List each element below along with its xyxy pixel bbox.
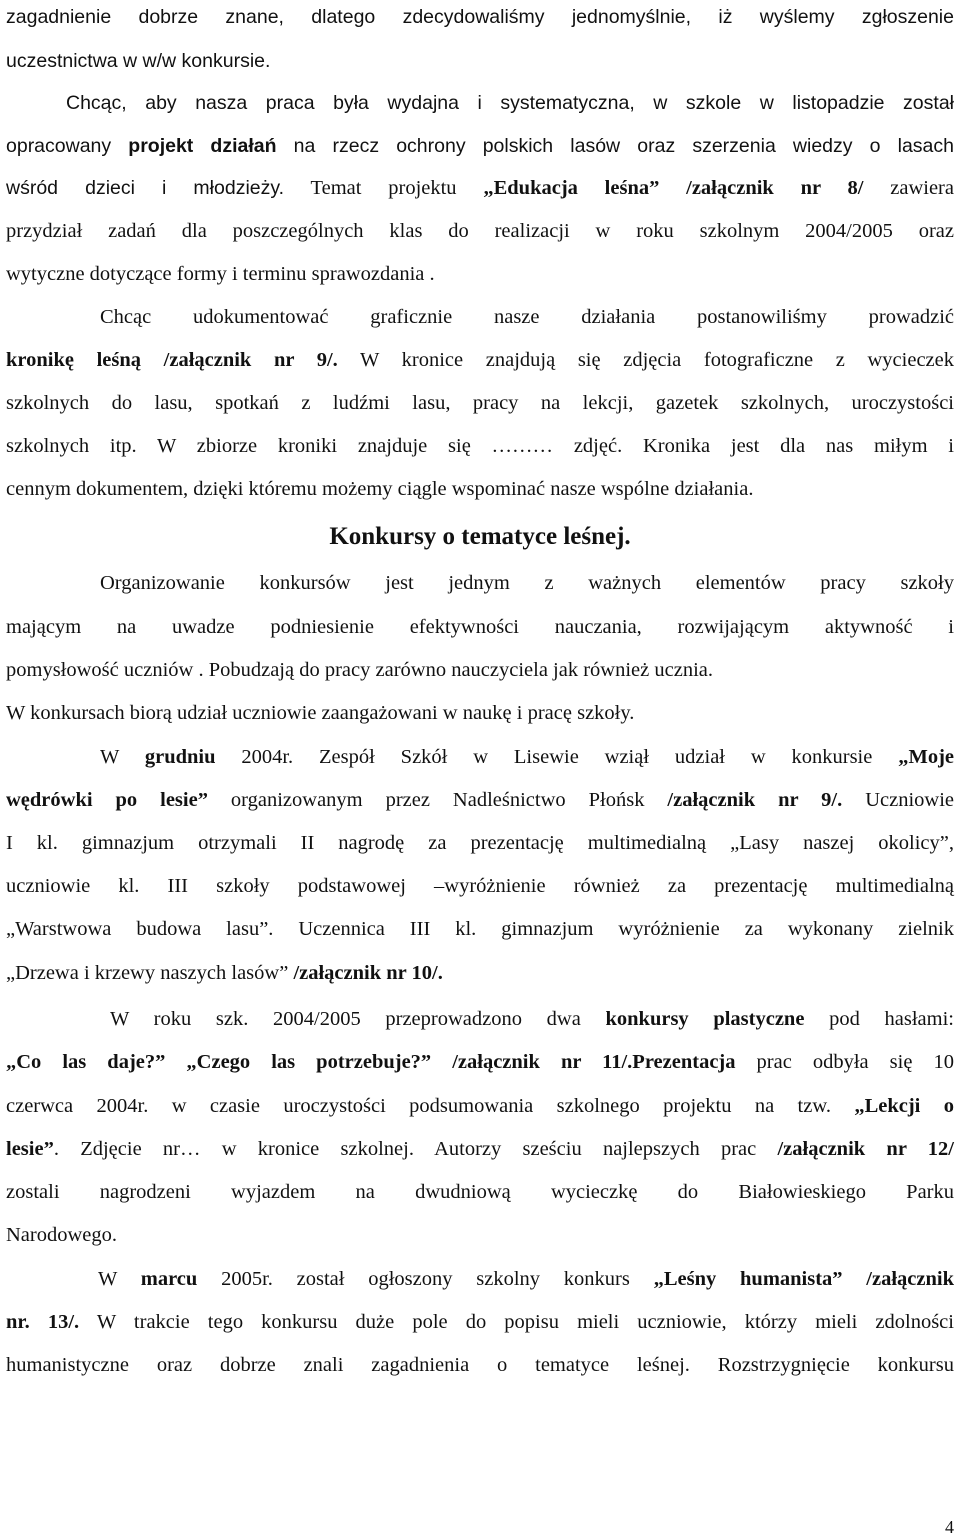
text-span: przydział zadań dla poszczególnych klas do realizacji w roku szkolnym 2004/2005 oraz (6, 220, 954, 242)
text-line (6, 1350, 954, 1380)
text-line (6, 958, 954, 988)
bold-text: /załącznik nr 10/. (293, 962, 443, 984)
text-span: Uczniowie (842, 789, 955, 811)
bold-text: „Co las daje?” „Czego las potrzebuje?” /załącznik nr 11/.Prezentacja (6, 1051, 736, 1073)
text-span: Narodowego. (6, 1224, 118, 1246)
bold-text: „Edukacja leśna” /załącznik nr 8/ (483, 177, 864, 199)
text-span: na rzecz ochrony polskich lasów oraz szerzenia wiedzy o lasach (276, 135, 954, 157)
bold-text: /załącznik nr 9/. (667, 789, 843, 811)
text-span: cennym dokumentem, dzięki któremu możemy ciągle wspominać nasze wspólne działania. (6, 478, 754, 500)
text-line (6, 173, 954, 203)
bold-text: konkursy plastyczne (605, 1008, 805, 1030)
text-line (6, 2, 954, 32)
text-line (6, 1220, 954, 1250)
text-line (6, 131, 954, 161)
text-line (6, 259, 954, 289)
text-span: mającym na uwadze podniesienie efektywności nauczania, rozwijającym aktywność i (6, 616, 954, 638)
bold-text: wędrówki po lesie” (6, 789, 208, 811)
text-span: prac odbyła się 10 (735, 1051, 954, 1073)
bold-text: lesie” (6, 1138, 54, 1160)
text-line (6, 1307, 954, 1337)
text-span: humanistyczne oraz dobrze znali zagadnienia o tematyce leśnej. Rozstrzygnięcie konkursu (6, 1354, 954, 1376)
page-number: 4 (945, 1517, 954, 1537)
text-line (6, 302, 954, 332)
bold-text: marcu (140, 1268, 198, 1290)
text-span: W kronice znajdują się zdjęcia fotograficzne z wycieczek (337, 349, 954, 371)
text-line (6, 1134, 954, 1164)
text-line (6, 1264, 954, 1294)
bold-text: /załącznik nr 12/ (777, 1138, 954, 1160)
text-span: . Zdjęcie nr… w kronice szkolnej. Autorzy sześciu najlepszych prac (53, 1138, 778, 1160)
text-span: zostali nagrodzeni wyjazdem na dwudniową wycieczkę do Białowieskiego Parku (6, 1181, 954, 1203)
section-heading: Konkursy o tematyce leśnej. (329, 523, 631, 550)
text-line (6, 1177, 954, 1207)
text-line (6, 612, 954, 642)
bold-text: nr. 13/. (6, 1311, 80, 1333)
bold-text: kronikę leśną /załącznik nr 9/. (6, 349, 338, 371)
text-line (6, 216, 954, 246)
text-line (6, 828, 954, 858)
text-span: szkolnych do lasu, spotkań z ludźmi lasu, pracy na lekcji, gazetek szkolnych, uroczystości (6, 392, 954, 414)
text-line (6, 655, 954, 685)
text-line (6, 431, 954, 461)
text-line (6, 345, 954, 375)
text-line (6, 698, 954, 728)
text-span: zagadnienie dobrze znane, dlatego zdecydowaliśmy jednomyślnie, iż wyślemy zgłoszenie (6, 6, 954, 28)
text-line (6, 474, 954, 504)
text-line (6, 388, 954, 418)
text-line (6, 1091, 954, 1121)
bold-text: grudniu (144, 746, 216, 768)
text-line (6, 871, 954, 901)
text-span: „Warstwowa budowa lasu”. Uczennica III kl. gimnazjum wyróżnienie za wykonany zielnik (6, 918, 954, 940)
text-span: pod hasłami: (804, 1008, 954, 1030)
bold-text: projekt działań (128, 135, 277, 157)
text-span: W (98, 1268, 141, 1290)
text-span: W roku szk. 2004/2005 przeprowadzono dwa (110, 1008, 606, 1030)
text-span: uczestnictwa w w/w konkursie. (6, 50, 271, 72)
text-span: Chcąc udokumentować graficznie nasze działania postanowiliśmy prowadzić (100, 306, 954, 328)
text-line (6, 785, 954, 815)
text-span: Temat projektu (284, 177, 484, 199)
text-span: W konkursach biorą udział uczniowie zaangażowani w naukę i pracę szkoły. (6, 702, 635, 724)
text-span: wytyczne dotyczące formy i terminu sprawozdania . (6, 263, 435, 285)
text-line (6, 568, 954, 598)
text-span: I kl. gimnazjum otrzymali II nagrodę za prezentację multimedialną „Lasy naszej okolicy”, (6, 832, 954, 854)
text-span: W trakcie tego konkursu duże pole do popisu mieli uczniowie, którzy mieli zdolności (79, 1311, 954, 1333)
text-span: opracowany (6, 135, 129, 157)
text-span: „Drzewa i krzewy naszych lasów” (6, 962, 294, 984)
bold-text: „Moje (898, 746, 954, 768)
bold-text: „Leśny humanista” /załącznik (653, 1268, 954, 1290)
text-span: uczniowie kl. III szkoły podstawowej –wyróżnienie również za prezentację multimedialną (6, 875, 954, 897)
text-span: 2005r. został ogłoszony szkolny konkurs (197, 1268, 654, 1290)
text-span: pomysłowość uczniów . Pobudzają do pracy zarówno nauczyciela jak również ucznia. (6, 659, 713, 681)
text-line (6, 46, 954, 76)
text-span: organizowanym przez Nadleśnictwo Płońsk (207, 789, 668, 811)
text-span: 2004r. Zespół Szkół w Lisewie wziął udział w konkursie (215, 746, 899, 768)
text-line (6, 742, 954, 772)
text-line (6, 1047, 954, 1077)
text-span: Chcąc, aby nasza praca była wydajna i systematyczna, w szkole w listopadzie został (66, 92, 954, 114)
text-span: szkolnych itp. W zbiorze kroniki znajduje się ……… zdjęć. Kronika jest dla nas miłym i (6, 435, 954, 457)
text-span: czerwca 2004r. w czasie uroczystości podsumowania szkolnego projektu na tzw. (6, 1095, 855, 1117)
text-span: wśród dzieci i młodzieży. (6, 177, 285, 199)
text-line (6, 88, 954, 118)
text-span: zawiera (863, 177, 954, 199)
text-line (6, 914, 954, 944)
text-line (6, 1004, 954, 1034)
text-span: W (100, 746, 145, 768)
bold-text: „Lekcji o (854, 1095, 954, 1117)
text-span: Organizowanie konkursów jest jednym z ważnych elementów pracy szkoły (100, 572, 954, 594)
